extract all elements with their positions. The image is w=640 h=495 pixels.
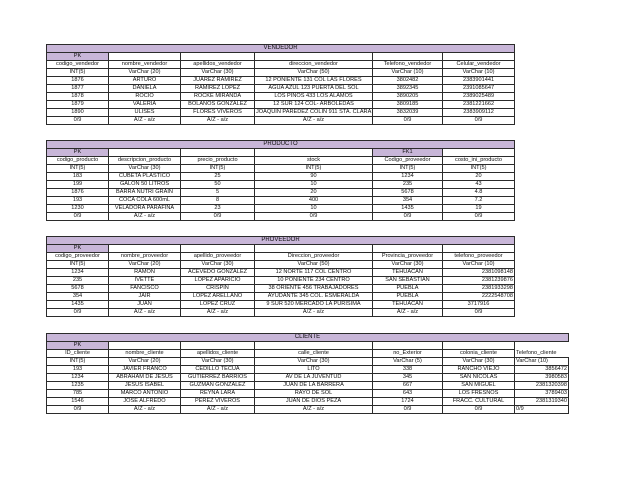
table-cell: 1876 [47,77,109,85]
column-header: Telefono_cliente [516,349,557,356]
table-cell: PUEBLA [373,293,443,301]
table-cell: VELADORA PARAFINA [109,205,181,213]
column-header: nombre_proveedor [109,253,181,261]
table-cell: 338 [373,366,443,374]
table-cell: 12 PONIENTE 131 COL LAS FLORES [255,77,373,85]
table-row [47,205,515,213]
producto-key: PK [47,149,109,157]
table-cell: CUBETA PLASTICO [109,173,181,181]
table-cell: 7.2 [443,197,515,205]
table-cell: 3892345 [373,85,443,93]
table-row [47,109,515,117]
table-row [47,189,515,197]
producto-title: PRODUCTO [47,141,515,149]
table-cell: 785 [47,390,109,398]
format-cell: A/Z - a/z [181,406,255,414]
format-cell: A/Z - a/z [255,117,373,125]
table-cell: 235 [47,277,109,285]
table-cell: VALERIA [109,101,181,109]
column-type: INT(5) [47,69,109,77]
vendedor-header-row [47,61,515,69]
vendedor-table [46,44,515,125]
column-header: costo_ini_producto [443,157,515,165]
table-row [47,277,515,285]
table-cell: 23 [181,205,255,213]
table-cell: JUAREZ RAMIREZ [181,77,255,85]
table-cell: ARTURO [109,77,181,85]
producto-type-row [47,165,515,173]
table-cell: ROCIO [109,93,181,101]
format-cell: A/Z - a/z [109,406,181,414]
column-header: ID_cliente [47,350,109,358]
table-cell: 345 [373,374,443,382]
column-type: VarChar (20) [109,261,181,269]
column-type: INT(5) [47,358,109,366]
format-cell: 0/9 [443,309,515,317]
table-cell: JUAN DE DIOS PEZA [255,398,373,406]
producto-table [46,140,515,221]
column-type: VarChar (30) [255,358,373,366]
table-cell: 20 [255,189,373,197]
table-cell: BOLAÑOS GONZALEZ [181,101,255,109]
table-cell: 8 [181,197,255,205]
cliente-format-row [47,406,569,414]
table-cell: 183 [47,173,109,181]
table-cell: 90 [255,173,373,181]
column-type: VarChar (50) [255,261,373,269]
table-cell: 354 [373,197,443,205]
column-header: codigo_producto [47,157,109,165]
table-row [47,197,515,205]
format-cell: A/Z - a/z [181,309,255,317]
table-cell: 2391085647 [443,85,515,93]
table-cell: 1877 [47,85,109,93]
table-cell: 1234 [373,173,443,181]
table-cell: 19 [443,205,515,213]
producto-foreign-key: FK1 [373,149,443,157]
format-cell: 0/9 [255,213,373,221]
table-cell: 20 [443,173,515,181]
column-type: INT(5) [443,165,515,173]
table-cell: 9 SUR 520 MERCADO LA PURISIMA [255,301,373,309]
column-header: Provincia_proveedor [373,253,443,261]
table-cell: GALON 50 LITROS [109,181,181,189]
column-header: apellido_proveedor [181,253,255,261]
format-cell: 0/9 [47,117,109,125]
column-type: VarChar (5) [373,358,443,366]
table-row [47,181,515,189]
table-cell: JOAQUIN PAREDEZ COLIN 911 STA. CLARA [256,109,372,115]
table-cell: 643 [373,390,443,398]
table-cell: 12 SUR 124 COL- ARBOLEDAS [255,101,373,109]
column-type: VarChar (30) [181,358,255,366]
table-cell: 2381098148 [443,269,515,277]
table-cell: 2383909112 [443,109,515,117]
table-cell: JESUS ISABEL [109,382,181,390]
table-cell: 2383901441 [443,77,515,85]
format-cell: A/Z - a/z [373,309,443,317]
column-type: VarChar (30) [373,261,443,269]
table-cell: JUAN DE LA BARRERA [255,382,373,390]
table-cell: SAN MIGUEL [443,382,515,390]
column-header: nombre_cliente [109,350,181,358]
table-cell: AV DE LA JUVENTUD [255,374,373,382]
format-cell: 0/9 [443,213,515,221]
format-cell: 0/9 [443,406,515,414]
table-cell: 1230 [47,205,109,213]
table-cell: GUZMAN GONZALEZ [181,382,255,390]
table-cell: 2381933298 [443,285,515,293]
table-cell: MARCO ANTONIO [109,390,181,398]
table-cell: 1435 [47,301,109,309]
table-cell: JAIR [109,293,181,301]
format-cell: A/Z - a/z [109,309,181,317]
table-row [47,285,515,293]
table-cell: 2381239876 [443,277,515,285]
table-cell: 193 [47,366,109,374]
table-cell: JUAN [109,301,181,309]
table-cell: 667 [373,382,443,390]
table-cell: 1546 [47,398,109,406]
format-cell: A/Z - a/z [255,309,373,317]
table-cell: FANCISCO [109,285,181,293]
table-cell: 354 [47,293,109,301]
column-header: telefono_proveedor [443,253,515,261]
table-cell: LOS FRESNOS [443,390,515,398]
table-cell: 1234 [47,269,109,277]
column-header: colonia_cliente [443,350,515,358]
table-row [47,77,515,85]
table-cell: 199 [47,181,109,189]
format-cell: 0/9 [443,117,515,125]
table-cell: 2381320398 [515,382,569,390]
table-cell: 1234 [47,374,109,382]
format-cell: 0/9 [47,309,109,317]
table-cell: 1876 [47,189,109,197]
format-cell: 0/9 [47,213,109,221]
vendedor-title: VENDEDOR [47,45,515,53]
column-type: VarChar (20) [109,69,181,77]
proveedor-title: PROVEEDOR [47,237,515,245]
table-cell: CEDILLO TECUA [181,366,255,374]
table-cell: 1724 [373,398,443,406]
column-type: VarChar (30) [181,69,255,77]
table-row [47,374,569,382]
table-cell: 2381319340 [515,398,569,406]
table-cell: COCA COLA 600mL [109,197,181,205]
format-cell: A/Z - a/z [109,117,181,125]
table-cell: 10 [255,205,373,213]
table-row [47,398,569,406]
table-cell: TEHUACAN [373,301,443,309]
vendedor-type-row [47,69,515,77]
column-header: apellidos_vendedor [181,61,255,69]
table-cell: 2381221662 [443,101,515,109]
table-cell: 10 [255,181,373,189]
table-cell: 5 [181,189,255,197]
table-cell: 5678 [373,189,443,197]
table-cell: 3717916 [443,301,515,309]
column-type: VarChar (10) [515,358,569,366]
column-header: calle_cliente [255,350,373,358]
table-cell: SAN SEBASTIAN [373,277,443,285]
proveedor-key: PK [47,245,109,253]
column-type: VarChar (30) [181,261,255,269]
table-cell: RAMON [109,269,181,277]
producto-header-row [47,157,515,165]
column-header: no_Exterior [373,350,443,358]
table-cell: ACEVEDO GONZALEZ [181,269,255,277]
table-cell: LOPEZ ARELLANO [181,293,255,301]
table-cell: FRACC. CULTURAL [443,398,515,406]
table-cell: RANCHO VIEJO [443,366,515,374]
column-header: Codigo_proveedor [373,157,443,165]
table-cell: RAMIREZ LOPEZ [181,85,255,93]
column-type: INT(5) [255,165,373,173]
format-cell: 0/9 [373,406,443,414]
cliente-header-row [47,350,569,358]
column-header: codigo_vendedor [47,61,109,69]
table-cell: 10 PONIENTE 234 CENTRO [255,277,373,285]
table-row [47,93,515,101]
column-header: codigo_proveedor [47,253,109,261]
column-header: apellidos_cliente [181,350,255,358]
table-cell: 1878 [47,93,109,101]
table-row [47,85,515,93]
table-cell: ABRAHAM DE JESUS [109,374,181,382]
table-cell: 1435 [373,205,443,213]
table-row [47,101,515,109]
table-cell: AYUDANTE 345 COL. ESMERALDA [255,293,373,301]
table-cell: 3802482 [373,77,443,85]
vendedor-key: PK [47,53,109,61]
table-cell: BARRA NUTRI GRAIN [109,189,181,197]
table-row [47,382,569,390]
table-cell: 3980583 [515,374,569,382]
column-type: VarChar (50) [255,69,373,77]
table-row [47,301,515,309]
table-cell: LITO [255,366,373,374]
proveedor-header-row [47,253,515,261]
table-row [47,293,515,301]
column-header: direccion_vendedor [255,61,373,69]
column-type: VarChar (30) [109,165,181,173]
table-cell: 2222548708 [443,293,515,301]
format-cell: 0/9 [515,406,569,414]
column-type: INT(5) [47,165,109,173]
proveedor-type-row [47,261,515,269]
table-cell: 193 [47,197,109,205]
column-header: precio_producto [181,157,255,165]
cliente-table [46,333,569,414]
table-row [47,366,569,374]
table-cell: GUTIERREZ BARRIOS [181,374,255,382]
table-cell: FLORES VIVEROS [181,109,255,117]
vendedor-format-row [47,117,515,125]
table-cell: 25 [181,173,255,181]
column-type: INT(5) [181,165,255,173]
format-cell: A/Z - a/z [109,213,181,221]
table-cell: SAN NICOLAS [443,374,515,382]
table-cell: 1879 [47,101,109,109]
column-type: VarChar (10) [443,261,515,269]
column-header: Celular_vendedor [443,61,515,69]
format-cell: A/Z - a/z [255,406,373,414]
column-type: VarChar (10) [373,69,443,77]
column-type: VarChar (30) [443,358,515,366]
table-cell: PEREZ VIVEROS [181,398,255,406]
table-cell: 3856472 [515,366,569,374]
column-header: Direccion_proveedor [255,253,373,261]
column-type: VarChar (20) [109,358,181,366]
column-header: nombre_vendedor [109,61,181,69]
column-type: VarChar (10) [443,69,515,77]
producto-format-row [47,213,515,221]
table-cell: LOPEZ APARICIO [181,277,255,285]
table-cell: ROCKE MIRANDA [181,93,255,101]
table-cell: PUEBLA [373,285,443,293]
proveedor-format-row [47,309,515,317]
table-cell: REYNA LARA [181,390,255,398]
table-cell: 50 [181,181,255,189]
table-cell: 1890 [47,109,109,117]
table-cell: 4.8 [443,189,515,197]
table-cell: JAVIER FRANCO [109,366,181,374]
table-cell: 2389025489 [443,93,515,101]
table-cell: CRISPIN [181,285,255,293]
proveedor-table [46,236,515,317]
table-row [47,173,515,181]
column-type: INT(5) [47,261,109,269]
table-cell: 3832039 [373,109,443,117]
column-header: stock [255,157,373,165]
cliente-title: CLIENTE [47,334,569,342]
table-cell: 235 [373,181,443,189]
format-cell: A/Z - a/z [181,117,255,125]
column-type: INT(5) [373,165,443,173]
table-cell: IVETTE [109,277,181,285]
cliente-key: PK [47,342,109,350]
table-row [47,269,515,277]
cliente-type-row [47,358,569,366]
table-cell: TEHUACAN [373,269,443,277]
table-cell: 38 ORIENTE 456 TRABAJADORES [255,285,373,293]
table-cell: 43 [443,181,515,189]
table-cell: 400 [255,197,373,205]
column-header: descripcion_producto [109,157,181,165]
table-cell: LOS PINOS 433 LOS ALAMOS [255,93,373,101]
format-cell: 0/9 [47,406,109,414]
column-header: Telefono_vendedor [373,61,443,69]
format-cell: 0/9 [373,213,443,221]
table-cell: 5678 [47,285,109,293]
table-row [47,390,569,398]
format-cell: 0/9 [181,213,255,221]
table-cell: DANIELA [109,85,181,93]
table-cell: AGUA AZUL 123 PUERTA DEL SOL [255,85,373,93]
table-cell: RAYO DE SOL [255,390,373,398]
table-cell: 12 NORTE 117 COL CENTRO [255,269,373,277]
table-cell: 3890205 [373,93,443,101]
table-cell: 1235 [47,382,109,390]
table-cell: ULISES [109,109,181,117]
format-cell: 0/9 [373,117,443,125]
table-cell: 3809185 [373,101,443,109]
table-cell: LOPEZ CRUZ [181,301,255,309]
table-cell: 3789403 [515,390,569,398]
table-cell: JOSE ALFREDO [109,398,181,406]
